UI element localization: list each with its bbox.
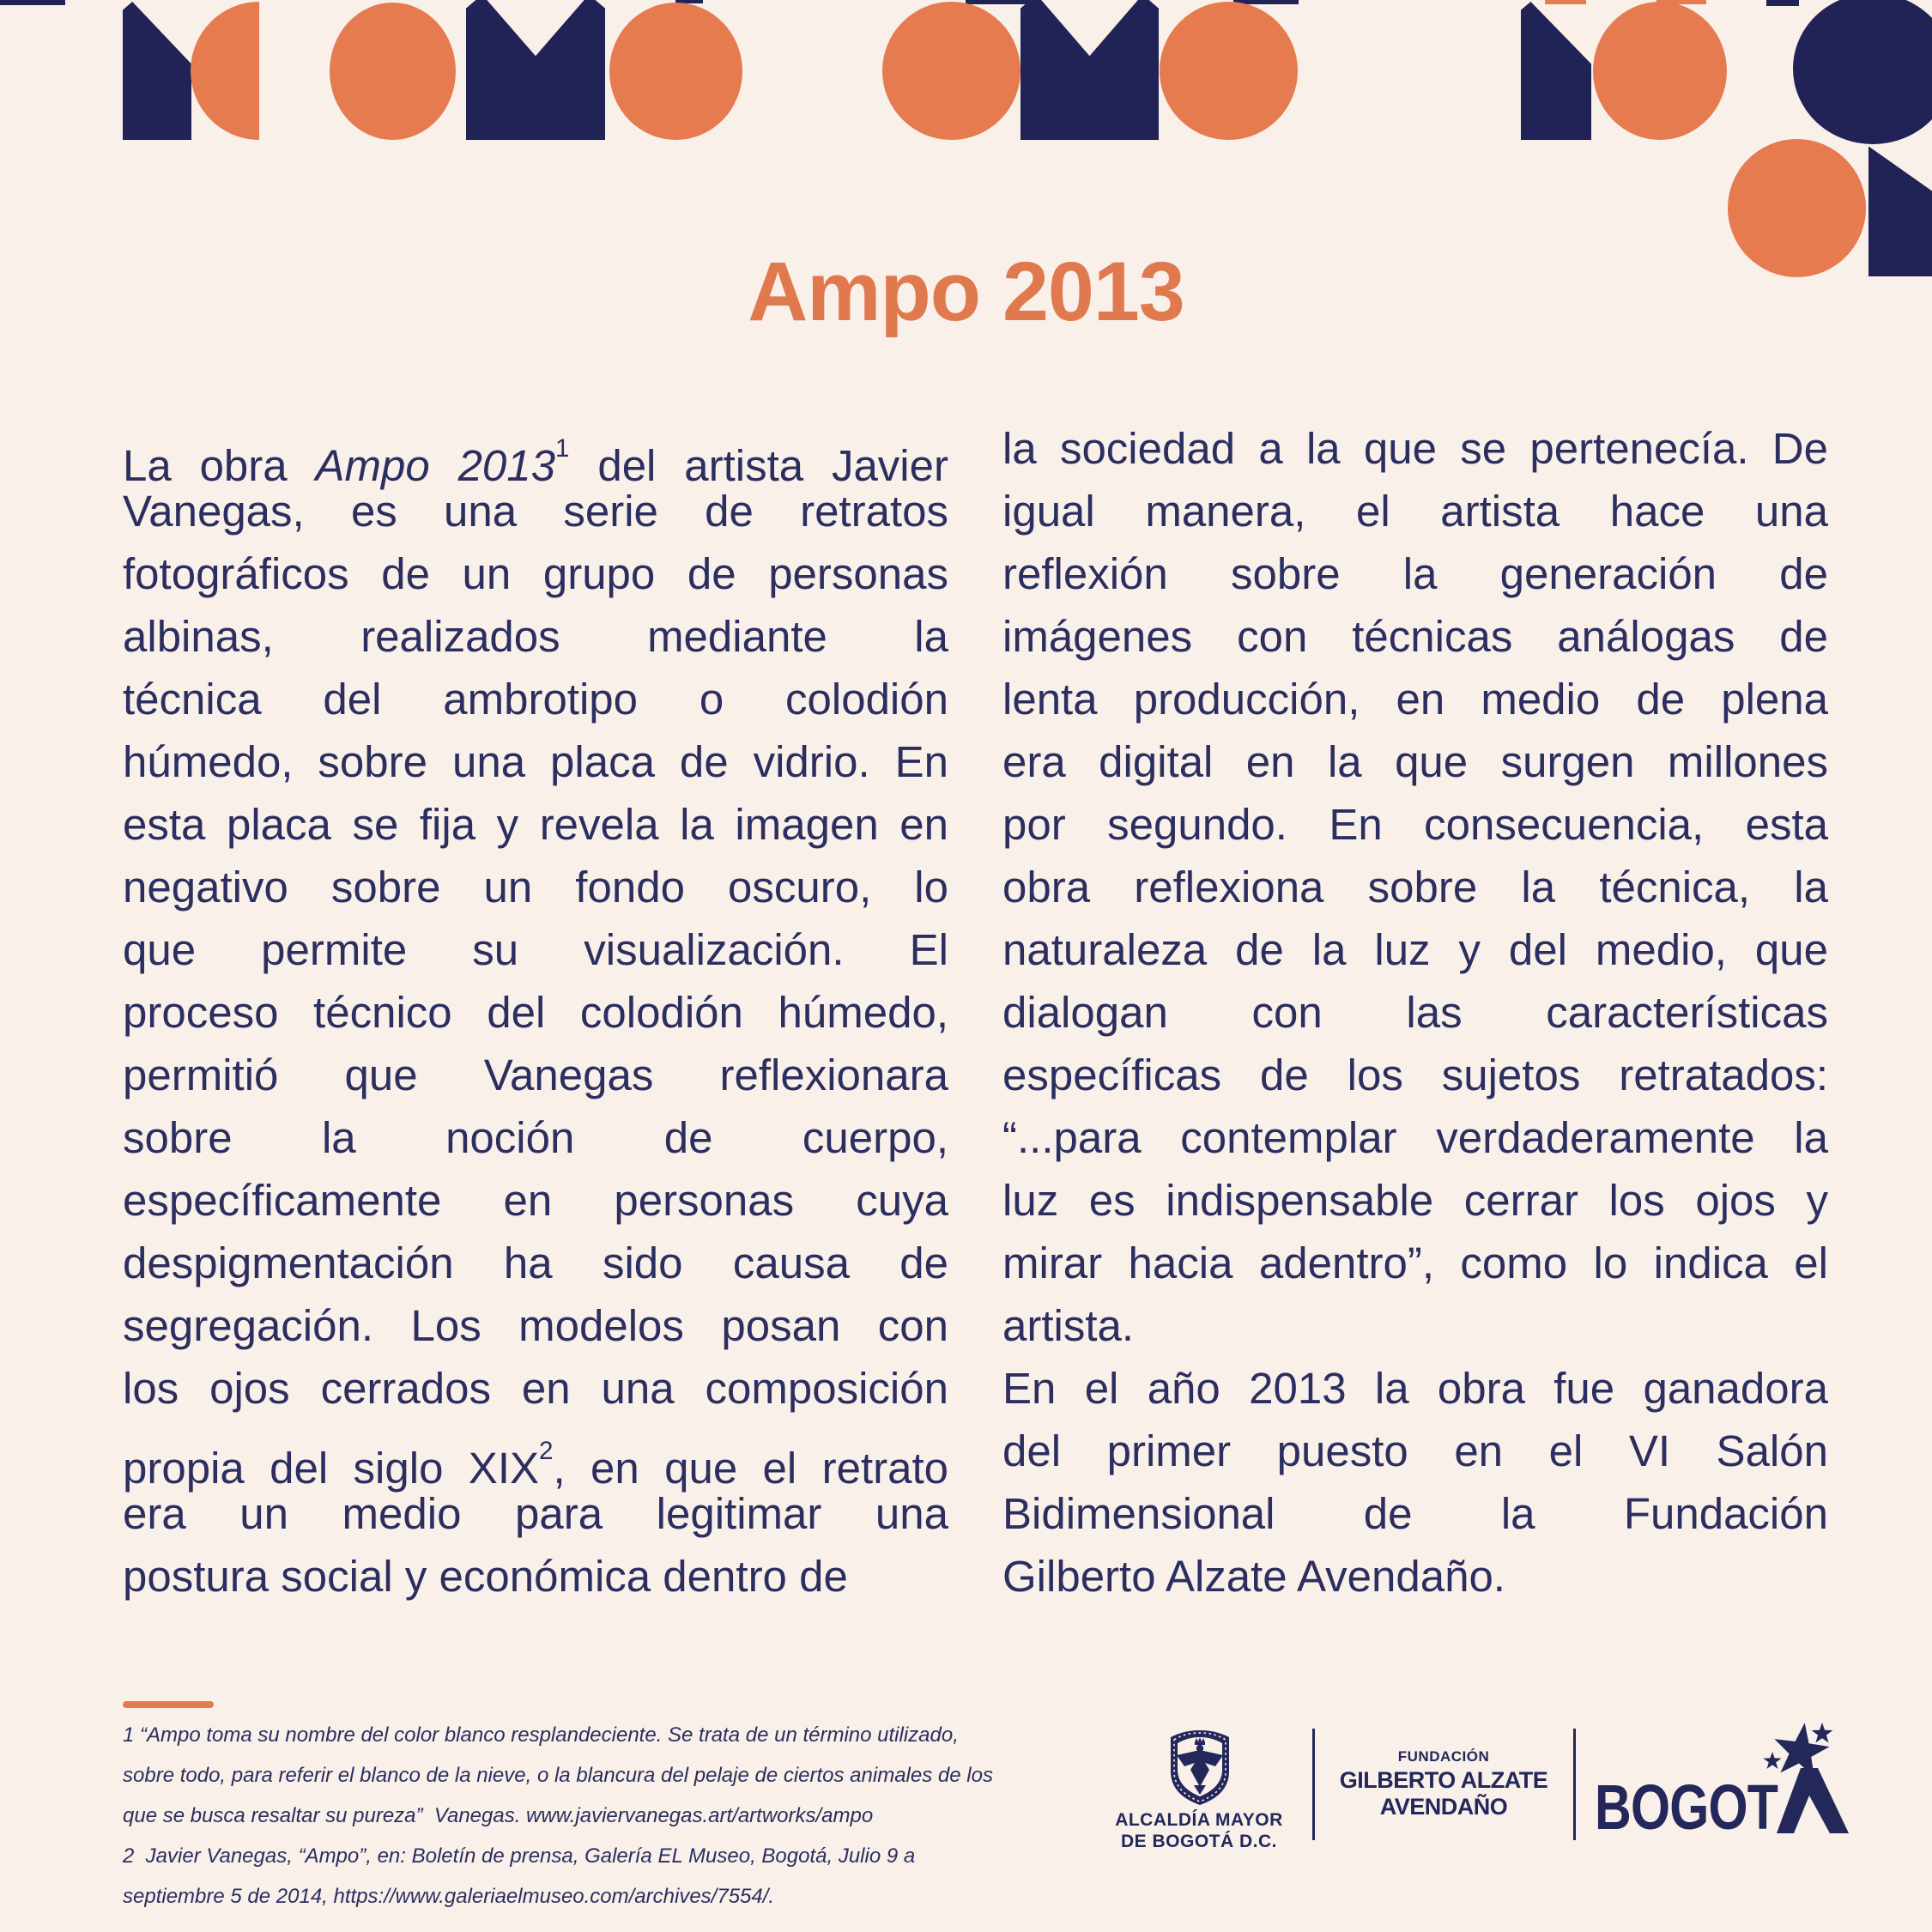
- text-line: imágenes con técnicas análogas de: [1002, 612, 1828, 661]
- bogota-a-legs: [1777, 1768, 1849, 1833]
- text-line: dialogan con las características: [1002, 988, 1828, 1037]
- text-line: Bidimensional de la Fundación: [1002, 1489, 1828, 1538]
- text-line: La obra Ampo 2013$^1$ del artista Javier: [123, 434, 948, 490]
- text-line: húmedo, sobre una placa de vidrio. En: [123, 737, 948, 786]
- decor-circle: [609, 3, 742, 140]
- text-line: proceso técnico del colodión húmedo,: [123, 988, 948, 1037]
- text-line: En el año 2013 la obra fue ganadora: [1002, 1364, 1828, 1413]
- text-line: “...para contemplar verdaderamente la: [1002, 1113, 1828, 1162]
- fundacion-line1: FUNDACIÓN: [1397, 1748, 1490, 1765]
- text-line: obra reflexiona sobre la técnica, la: [1002, 863, 1828, 911]
- decor-sliver: [966, 0, 1034, 4]
- text-line: sobre todo, para referir el blanco de la nieve, o la blancura del pelaje de ciertos animales de los: [123, 1764, 993, 1787]
- fundacion-gilberto-alzate-label: [1332, 1747, 1555, 1820]
- text-line: Vanegas, es una serie de retratos: [123, 487, 948, 536]
- text-line: 2 Javier Vanegas, “Ampo”, en: Boletín de prensa, Galería EL Museo, Bogotá, Julio 9 a: [123, 1844, 916, 1868]
- text-line: despigmentación ha sido causa de: [123, 1239, 948, 1287]
- decor-circle: [1160, 2, 1298, 140]
- text-line: lenta producción, en medio de plena: [1002, 675, 1828, 724]
- decor-circle: [1593, 2, 1727, 140]
- article-right-column: [1002, 417, 1828, 1608]
- text-line: fotográficos de un grupo de personas: [123, 549, 948, 598]
- decor-corner-circle: [1793, 0, 1932, 144]
- text-line: Gilberto Alzate Avendaño.: [1002, 1552, 1505, 1601]
- decor-circle: [882, 2, 1021, 140]
- alcaldia-mayor-label: [1096, 1809, 1302, 1852]
- decor-n-shape: [123, 2, 191, 140]
- text-line: sobre la noción de cuerpo,: [123, 1113, 948, 1162]
- decor-sliver: [0, 0, 65, 5]
- footer-divider: [1573, 1729, 1576, 1840]
- bogota-star-a-icon: [1756, 1717, 1859, 1837]
- alcaldia-line2: DE BOGOTÁ D.C.: [1120, 1832, 1277, 1851]
- text-line: los ojos cerrados en una composición: [123, 1364, 948, 1413]
- decor-sliver: [1545, 0, 1586, 4]
- decor-half-disc: [191, 2, 259, 140]
- text-line: artista.: [1002, 1301, 1135, 1350]
- text-line: naturaleza de la luz y del medio, que: [1002, 925, 1828, 974]
- text-line: que se busca resaltar su pureza” Vanegas. www.javiervanegas.art/artworks/ampo: [123, 1804, 874, 1827]
- footnotes: [123, 1715, 993, 1917]
- decor-m-shape: [1021, 0, 1159, 140]
- decor-circle: [330, 3, 456, 140]
- alcaldia-shield-icon: [1164, 1729, 1236, 1808]
- text-line: negativo sobre un fondo oscuro, lo: [123, 863, 948, 911]
- decor-m-shape: [466, 0, 605, 140]
- page-title: Ampo 2013: [748, 245, 1184, 338]
- decor-n-shape: [1521, 2, 1591, 140]
- text-line: reflexión sobre la generación de: [1002, 549, 1828, 598]
- text-line: esta placa se fija y revela la imagen en: [123, 800, 948, 849]
- text-line: era digital en la que surgen millones: [1002, 737, 1828, 786]
- text-line: luz es indispensable cerrar los ojos y: [1002, 1176, 1828, 1225]
- text-line: postura social y económica dentro de: [123, 1552, 848, 1601]
- text-line: por segundo. En consecuencia, esta: [1002, 800, 1828, 849]
- text-line: igual manera, el artista hace una: [1002, 487, 1828, 536]
- text-line: segregación. Los modelos posan con: [123, 1301, 948, 1350]
- text-line: mirar hacia adentro”, como lo indica el: [1002, 1239, 1828, 1287]
- text-line: técnica del ambrotipo o colodión: [123, 675, 948, 724]
- text-line: específicas de los sujetos retratados:: [1002, 1051, 1828, 1099]
- text-line: 1 “Ampo toma su nombre del color blanco resplandeciente. Se trata de un término utilizado,: [123, 1723, 959, 1747]
- fundacion-line2: GILBERTO ALZATE: [1339, 1767, 1548, 1793]
- footer-divider: [1312, 1729, 1315, 1840]
- text-line: propia del siglo XIX$^2$, en que el retrato: [123, 1437, 948, 1493]
- article-left-column: [123, 417, 948, 1608]
- text-line: específicamente en personas cuya: [123, 1176, 948, 1225]
- text-line: la sociedad a la que se pertenecía. De: [1002, 424, 1828, 473]
- text-line: era un medio para legitimar una: [123, 1489, 948, 1538]
- footnote-divider-rule: [123, 1701, 214, 1708]
- text-line: que permite su visualización. El: [123, 925, 948, 974]
- fundacion-line3: AVENDAÑO: [1379, 1794, 1508, 1820]
- decor-sliver: [1766, 0, 1799, 6]
- text-line: permitió que Vanegas reflexionara: [123, 1051, 948, 1099]
- star-icon: [1812, 1723, 1833, 1743]
- text-line: albinas, realizados mediante la: [123, 612, 948, 661]
- article-body: [123, 417, 1828, 1608]
- star-icon: [1764, 1752, 1782, 1769]
- alcaldia-line1: ALCALDÍA MAYOR: [1115, 1810, 1283, 1830]
- bogota-wordmark: BOGOT: [1595, 1772, 1778, 1843]
- text-line: del primer puesto en el VI Salón: [1002, 1426, 1828, 1475]
- text-line: septiembre 5 de 2014, https://www.galeriaelmuseo.com/archives/7554/.: [123, 1885, 775, 1908]
